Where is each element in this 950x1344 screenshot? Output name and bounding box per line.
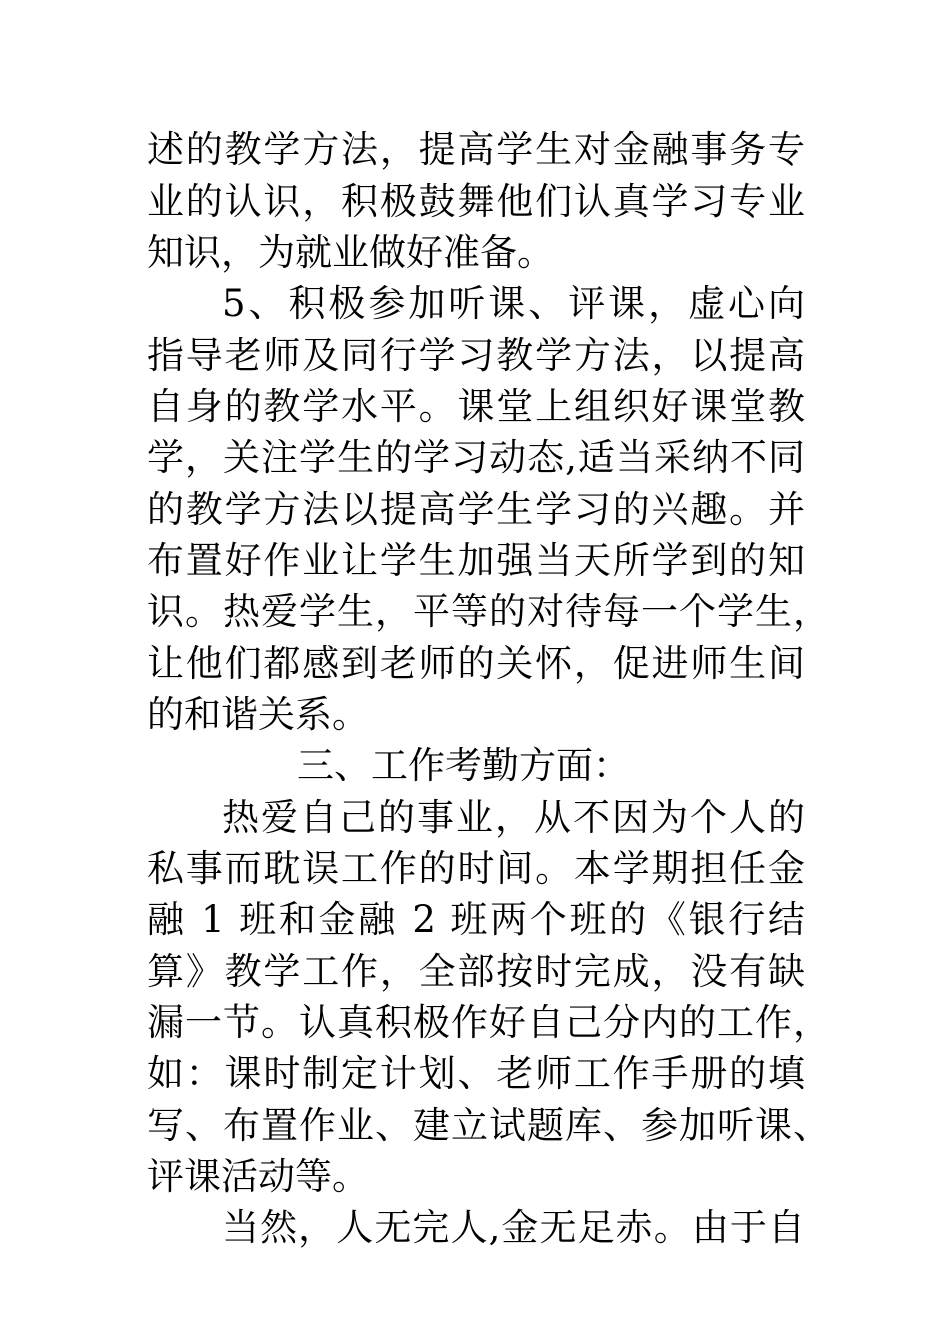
line-text: 业的认识，积极鼓舞他们认真学习专业 — [147, 180, 805, 223]
line-text: 知识，为就业做好准备。 — [147, 231, 554, 274]
line-text: 融 1 班和金融 2 班两个班的《银行结 — [147, 898, 805, 941]
line-text: 如：课时制定计划、老师工作手册的填 — [147, 1052, 805, 1095]
line-text: 算》教学工作，全部按时完成，没有缺 — [147, 950, 805, 993]
text-line — [0, 1100, 950, 1152]
text-line — [0, 638, 950, 690]
line-text: 评课活动等。 — [147, 1155, 369, 1198]
text-line — [0, 792, 950, 844]
text-line — [0, 689, 950, 741]
text-line — [0, 278, 950, 330]
text-line — [0, 997, 950, 1049]
line-text: 的和谐关系。 — [147, 693, 369, 736]
text-line — [0, 176, 950, 228]
text-line — [0, 843, 950, 895]
line-text: 写、布置作业、建立试题库、参加听课、 — [147, 1104, 830, 1147]
text-line — [0, 227, 950, 279]
line-text: 私事而耽误工作的时间。本学期担任金 — [147, 847, 805, 890]
text-line — [0, 894, 950, 946]
text-line — [0, 330, 950, 382]
line-text: 5、积极参加听课、评课，虚心向 — [222, 282, 805, 325]
text-line — [0, 484, 950, 536]
text-line — [0, 1202, 950, 1254]
line-text: 的教学方法以提高学生学习的兴趣。并 — [147, 488, 805, 531]
text-line — [0, 1048, 950, 1100]
line-text: 漏一节。认真积极作好自己分内的工作， — [147, 1001, 830, 1044]
line-text: 当然，人无完人,金无足赤。由于自 — [222, 1206, 805, 1249]
text-line — [0, 124, 950, 176]
line-text: 指导老师及同行学习教学方法，以提高 — [147, 334, 805, 377]
section-heading — [0, 740, 950, 792]
line-text: 述的教学方法，提高学生对金融事务专 — [147, 128, 805, 171]
line-text: 热爱自己的事业，从不因为个人的 — [222, 796, 805, 839]
line-text: 布置好作业让学生加强当天所学到的知 — [147, 539, 805, 582]
section-heading-text: 三、工作考勤方面： — [297, 744, 630, 787]
line-text: 让他们都感到老师的关怀，促进师生间 — [147, 642, 805, 685]
text-line — [0, 946, 950, 998]
line-text: 学，关注学生的学习动态,适当采纳不同 — [147, 436, 805, 479]
text-line — [0, 1151, 950, 1203]
text-line — [0, 381, 950, 433]
text-line — [0, 535, 950, 587]
text-line — [0, 586, 950, 638]
text-line — [0, 432, 950, 484]
line-text: 自身的教学水平。课堂上组织好课堂教 — [147, 385, 805, 428]
line-text: 识。热爱学生，平等的对待每一个学生， — [147, 590, 830, 633]
